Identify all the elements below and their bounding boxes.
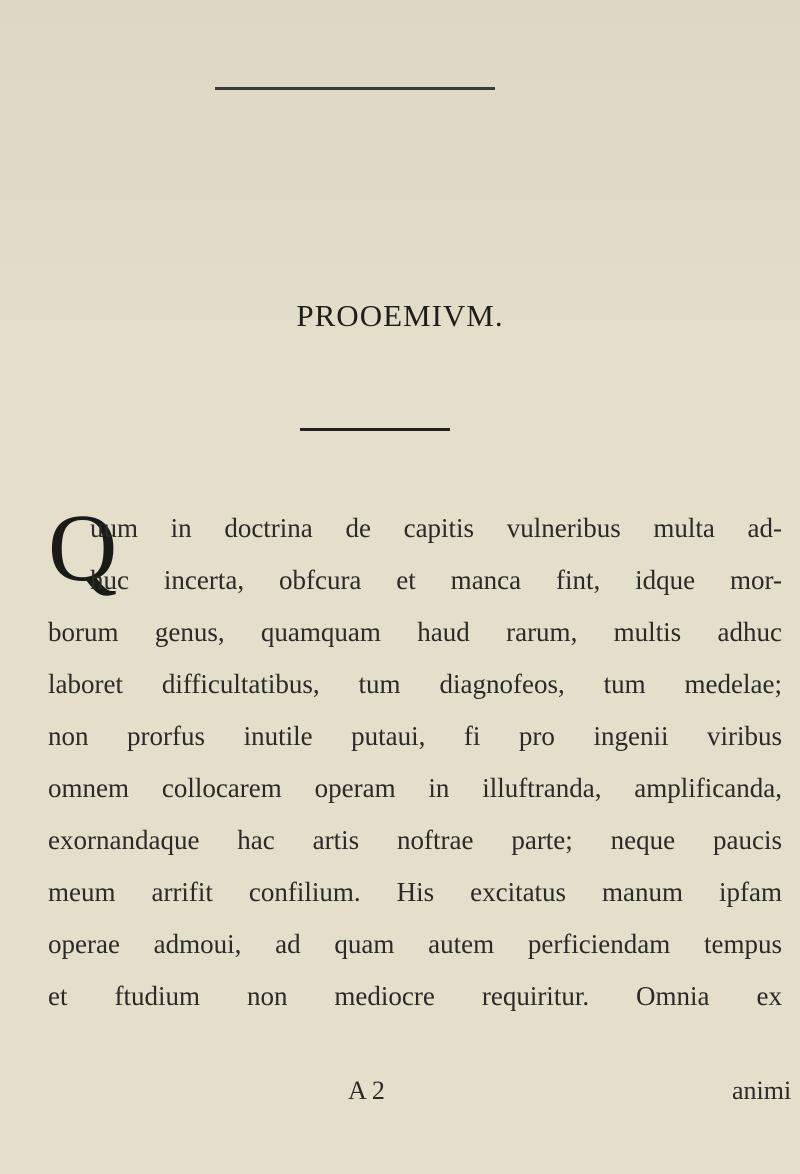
text-line: meum arrifit confilium. His excitatus manum ipfam	[48, 877, 782, 907]
text-line: huc incerta, obfcura et manca fint, idque mor-	[90, 565, 782, 595]
text-line: exornandaque hac artis noftrae parte; neque paucis	[48, 825, 782, 855]
drop-cap: Q	[48, 494, 118, 601]
text-line: omnem collocarem operam in illuftranda, amplificanda,	[48, 773, 782, 803]
body-text	[48, 494, 782, 1022]
top-rule	[215, 87, 495, 90]
signature-mark: A 2	[348, 1076, 385, 1105]
text-line: laboret difficultatibus, tum diagnofeos, tum medelae;	[48, 669, 782, 699]
page-title: PROOEMIVM.	[296, 298, 504, 333]
text-line: non prorfus inutile putaui, fi pro ingenii viribus	[48, 721, 782, 751]
text-line: uum in doctrina de capitis vulneribus multa ad-	[90, 513, 782, 543]
show-through-background	[0, 0, 800, 420]
catchword: animi	[732, 1076, 792, 1105]
text-line: operae admoui, ad quam autem perficiendam tempus	[48, 929, 782, 959]
text-line: et ftudium non mediocre requiritur. Omnia ex	[48, 981, 782, 1011]
text-line: borum genus, quamquam haud rarum, multis adhuc	[48, 617, 782, 647]
title-rule	[300, 428, 450, 431]
